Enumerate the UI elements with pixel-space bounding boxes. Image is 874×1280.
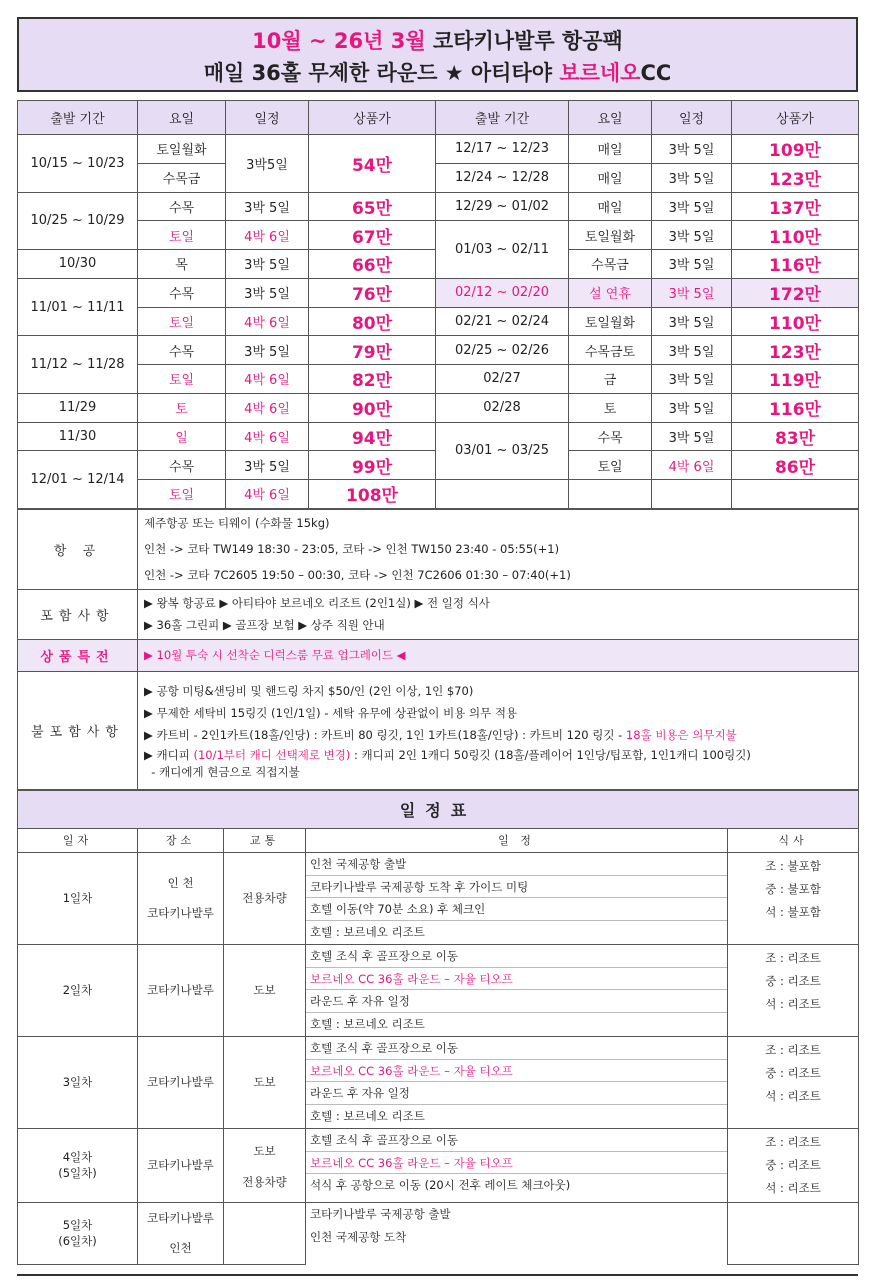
sched-cell: 3박 5일 — [652, 365, 732, 394]
itinerary-item: 라운드 후 자유 일정 — [306, 990, 727, 1013]
col-header: 일 정 — [306, 828, 728, 852]
price-cell: 108만 — [309, 480, 436, 509]
excluded-text: ▶ 캐디피 — [144, 748, 194, 763]
itinerary-cell — [306, 944, 728, 1036]
day-cell: 토 — [138, 393, 226, 422]
table-row — [18, 336, 859, 365]
day-cell: 금 — [569, 365, 652, 394]
title-product: 코타키나발루 항공팩 — [425, 29, 623, 53]
sched-cell: 3박 5일 — [652, 422, 732, 451]
day-cell: 수목 — [138, 192, 226, 221]
title-banner — [17, 17, 858, 92]
day-cell: 토일 — [138, 480, 226, 509]
period-cell: 11/01 ~ 11/11 — [18, 278, 138, 336]
place: 코타키나발루 — [147, 906, 214, 921]
meal: 석 : 불포함 — [765, 904, 821, 919]
table-row — [18, 163, 859, 192]
period-cell: 11/30 — [18, 422, 138, 451]
excluded-row — [18, 671, 859, 789]
title-sub: 매일 36홀 무제한 라운드 ★ 아티타야 — [203, 61, 560, 85]
day-cell: 수목금 — [138, 163, 226, 192]
meal: 중 : 리조트 — [765, 1157, 821, 1172]
excluded-line — [144, 724, 858, 746]
day-cell: 수목 — [138, 336, 226, 365]
price-cell: 79만 — [309, 336, 436, 365]
air-line: 인천 -> 코타 TW149 18:30 - 23:05, 코타 -> 인천 TW150 23:40 - 05:55(+1) — [144, 542, 560, 557]
day-alt: (6일차) — [58, 1234, 97, 1249]
period-cell: 03/01 ~ 03/25 — [436, 422, 569, 480]
itinerary-item: 호텔 조식 후 골프장으로 이동 — [306, 945, 727, 968]
itinerary-item: 코타키나발루 국제공항 출발 — [310, 1206, 451, 1221]
price-cell: 86만 — [732, 451, 859, 480]
itinerary-cell — [306, 1128, 728, 1202]
day-cell: 매일 — [569, 192, 652, 221]
excluded-highlight: (10/1부터 캐디 선택제로 변경) — [193, 748, 351, 763]
sched-cell: 3박 5일 — [652, 393, 732, 422]
bottom-divider — [17, 1274, 858, 1276]
excluded-text: ▶ 카트비 - 2인1카트(18홀/인당) : 카트비 80 링깃, 1인 1카트(18홀/인당) : 카트비 120 링깃 - — [144, 728, 626, 743]
col-header: 상품가 — [732, 101, 859, 135]
price-cell: 123만 — [732, 336, 859, 365]
transport-cell: 도보 — [224, 1036, 306, 1128]
sched-cell: 4박 6일 — [652, 451, 732, 480]
transport-cell — [224, 1202, 306, 1264]
title-cc: CC — [640, 61, 672, 85]
empty-cell — [732, 480, 859, 509]
day-cell: 수목 — [569, 422, 652, 451]
day-label: 3일차 — [18, 1036, 138, 1128]
title-brand: 보르네오 — [559, 61, 641, 85]
day-number: 5일차 — [62, 1218, 93, 1233]
day-cell: 일 — [138, 422, 226, 451]
included-content — [138, 589, 859, 639]
price-cell: 110만 — [732, 307, 859, 336]
price-cell: 116만 — [732, 393, 859, 422]
col-header: 일정 — [652, 101, 732, 135]
itinerary-item: 보르네오 CC 36홀 라운드 – 자율 티오프 — [306, 1152, 727, 1175]
period-cell: 11/12 ~ 11/28 — [18, 336, 138, 394]
period-cell: 10/25 ~ 10/29 — [18, 192, 138, 250]
page — [17, 17, 858, 1265]
col-header: 상품가 — [309, 101, 436, 135]
day-cell: 토일월화 — [138, 135, 226, 164]
place-cell: 코타키나발루 — [138, 944, 224, 1036]
excluded-highlight: 18홀 비용은 의무지불 — [625, 728, 737, 743]
sched-cell: 3박 5일 — [226, 336, 309, 365]
period-cell: 02/27 — [436, 365, 569, 394]
excluded-line — [144, 746, 858, 764]
price-header-row — [18, 101, 859, 135]
day-cell: 토일 — [138, 307, 226, 336]
transport: 전용차량 — [242, 1175, 287, 1190]
empty-cell — [569, 480, 652, 509]
price-cell: 123만 — [732, 163, 859, 192]
price-cell: 82만 — [309, 365, 436, 394]
period-cell: 02/25 ~ 02/26 — [436, 336, 569, 365]
period-cell: 10/30 — [18, 250, 138, 279]
air-label: 항 공 — [18, 509, 138, 589]
day-cell: 토 — [569, 393, 652, 422]
itinerary-item: 인천 국제공항 도착 — [310, 1229, 407, 1244]
schedule-row — [18, 944, 859, 1036]
price-cell: 99만 — [309, 451, 436, 480]
included-row — [18, 589, 859, 639]
sched-cell: 3박 5일 — [652, 163, 732, 192]
price-cell: 116만 — [732, 250, 859, 279]
table-row — [18, 480, 859, 509]
price-cell: 109만 — [732, 135, 859, 164]
sched-cell: 3박 5일 — [652, 135, 732, 164]
included-line: ▶ 왕복 항공료 ▶ 아티타야 보르네오 리조트 (2인1실) ▶ 전 일정 식사 — [144, 596, 490, 611]
air-line: 인천 -> 코타 7C2605 19:50 – 00:30, 코타 -> 인천 7C2606 01:30 – 07:40(+1) — [144, 568, 571, 583]
day-label — [18, 1128, 138, 1202]
included-label: 포함사항 — [18, 589, 138, 639]
day-cell: 수목금토 — [569, 336, 652, 365]
table-row — [18, 278, 859, 307]
itinerary-item: 보르네오 CC 36홀 라운드 – 자율 티오프 — [306, 1060, 727, 1083]
table-row — [18, 221, 859, 250]
special-content: ▶ 10월 투숙 시 선착순 디럭스룸 무료 업그레이드 ◀ — [138, 639, 859, 671]
sched-cell: 4박 6일 — [226, 422, 309, 451]
meal-cell — [728, 944, 859, 1036]
place: 코타키나발루 — [147, 1211, 214, 1226]
itinerary-item: 호텔 조식 후 골프장으로 이동 — [306, 1129, 727, 1152]
sched-cell: 3박 5일 — [226, 192, 309, 221]
table-row — [18, 393, 859, 422]
itinerary-item: 석식 후 공항으로 이동 (20시 전후 레이트 체크아웃) — [310, 1178, 571, 1193]
transport-cell: 도보 — [224, 944, 306, 1036]
price-cell: 54만 — [309, 135, 436, 193]
sched-cell: 3박 5일 — [652, 192, 732, 221]
period-cell: 02/12 ~ 02/20 — [436, 278, 569, 307]
day-cell: 토일월화 — [569, 221, 652, 250]
place-cell: 코타키나발루 — [138, 1128, 224, 1202]
excluded-content — [138, 671, 859, 789]
itinerary-item: 호텔 : 보르네오 리조트 — [310, 1109, 425, 1123]
col-header: 식사 — [728, 828, 859, 852]
price-cell: 66만 — [309, 250, 436, 279]
meal: 중 : 리조트 — [765, 1065, 821, 1080]
schedule-row — [18, 1036, 859, 1128]
price-cell: 65만 — [309, 192, 436, 221]
sched-cell: 4박 6일 — [226, 365, 309, 394]
price-table — [17, 100, 859, 509]
meal: 석 : 리조트 — [765, 996, 821, 1011]
excluded-text: : 캐디피 2인 1캐디 50링깃 (18홀/플레이어 1인당/팁포함, 1인1캐디 100링깃) — [350, 748, 751, 763]
sched-cell: 4박 6일 — [226, 221, 309, 250]
meal-cell — [728, 852, 859, 944]
day-label: 1일차 — [18, 852, 138, 944]
day-cell: 목 — [138, 250, 226, 279]
col-header: 출발 기간 — [436, 101, 569, 135]
period-cell: 12/24 ~ 12/28 — [436, 163, 569, 192]
meal-cell — [728, 1036, 859, 1128]
meal: 조 : 리조트 — [765, 950, 821, 965]
excluded-line: ▶ 공항 미팅&샌딩비 및 핸드링 차지 $50/인 (2인 이상, 1인 $70) — [144, 684, 474, 699]
period-cell: 10/15 ~ 10/23 — [18, 135, 138, 193]
itinerary-item: 호텔 이동(약 70분 소요) 후 체크인 — [306, 898, 727, 921]
sched-cell: 3박 5일 — [652, 307, 732, 336]
col-header: 일정 — [226, 101, 309, 135]
day-cell: 토일 — [569, 451, 652, 480]
price-cell: 110만 — [732, 221, 859, 250]
itinerary-item: 라운드 후 자유 일정 — [306, 1082, 727, 1105]
itinerary-cell — [306, 1202, 728, 1264]
info-table — [17, 509, 859, 790]
place: 인천 — [169, 1241, 192, 1256]
table-row — [18, 192, 859, 221]
col-header: 교통 — [224, 828, 306, 852]
title-line-2 — [19, 58, 856, 88]
col-header: 일자 — [18, 828, 138, 852]
meal-cell — [728, 1128, 859, 1202]
day-cell: 매일 — [569, 135, 652, 164]
meal: 석 : 리조트 — [765, 1180, 821, 1195]
meal: 조 : 리조트 — [765, 1042, 821, 1057]
price-cell: 80만 — [309, 307, 436, 336]
sched-cell: 4박 6일 — [226, 307, 309, 336]
title-period: 10월 ~ 26년 3월 — [252, 29, 426, 53]
price-cell: 94만 — [309, 422, 436, 451]
schedule-title: 일정표 — [18, 790, 859, 828]
col-header: 장소 — [138, 828, 224, 852]
empty-cell — [652, 480, 732, 509]
transport: 도보 — [253, 1144, 276, 1159]
day-cell: 토일월화 — [569, 307, 652, 336]
itinerary-item: 코타키나발루 국제공항 도착 후 가이드 미팅 — [306, 876, 727, 899]
period-cell: 01/03 ~ 02/11 — [436, 221, 569, 279]
col-header: 요일 — [138, 101, 226, 135]
itinerary-cell — [306, 852, 728, 944]
excluded-line: - 캐디에게 현금으로 직접지불 — [144, 765, 300, 780]
day-cell: 수목 — [138, 451, 226, 480]
sched-cell: 3박5일 — [226, 135, 309, 193]
col-header: 요일 — [569, 101, 652, 135]
schedule-row — [18, 1202, 859, 1264]
itinerary-item: 호텔 조식 후 골프장으로 이동 — [306, 1037, 727, 1060]
place: 인 천 — [167, 876, 194, 891]
sched-cell: 3박 5일 — [226, 250, 309, 279]
price-cell: 172만 — [732, 278, 859, 307]
period-cell: 11/29 — [18, 393, 138, 422]
schedule-table — [17, 790, 859, 1265]
schedule-row — [18, 852, 859, 944]
sched-cell: 3박 5일 — [226, 451, 309, 480]
day-alt: (5일차) — [58, 1166, 97, 1181]
special-row — [18, 639, 859, 671]
sched-cell: 3박 5일 — [226, 278, 309, 307]
excluded-line: ▶ 무제한 세탁비 15링깃 (1인/1일) - 세탁 유무에 상관없이 비용 의무 적용 — [144, 706, 518, 721]
included-line: ▶ 36홀 그린피 ▶ 골프장 보험 ▶ 상주 직원 안내 — [144, 618, 385, 633]
day-cell: 수목 — [138, 278, 226, 307]
title-line-1 — [19, 27, 856, 55]
table-row — [18, 307, 859, 336]
day-cell: 수목금 — [569, 250, 652, 279]
period-cell: 02/28 — [436, 393, 569, 422]
period-cell: 12/01 ~ 12/14 — [18, 451, 138, 509]
transport-cell: 전용차량 — [224, 852, 306, 944]
itinerary-item: 호텔 : 보르네오 리조트 — [310, 925, 425, 939]
itinerary-cell — [306, 1036, 728, 1128]
itinerary-item: 보르네오 CC 36홀 라운드 – 자율 티오프 — [306, 968, 727, 991]
sched-cell: 4박 6일 — [226, 393, 309, 422]
sched-cell: 4박 6일 — [226, 480, 309, 509]
day-number: 4일차 — [62, 1150, 93, 1165]
meal: 석 : 리조트 — [765, 1088, 821, 1103]
table-row — [18, 135, 859, 164]
day-label: 2일차 — [18, 944, 138, 1036]
sched-cell: 3박 5일 — [652, 336, 732, 365]
sched-cell: 3박 5일 — [652, 221, 732, 250]
place-cell — [138, 1202, 224, 1264]
day-cell: 토일 — [138, 365, 226, 394]
itinerary-item: 호텔 : 보르네오 리조트 — [310, 1017, 425, 1031]
col-header: 출발 기간 — [18, 101, 138, 135]
sched-cell: 3박 5일 — [652, 250, 732, 279]
meal: 조 : 리조트 — [765, 1134, 821, 1149]
day-label — [18, 1202, 138, 1264]
schedule-row — [18, 1128, 859, 1202]
place-cell: 코타키나발루 — [138, 1036, 224, 1128]
place-cell — [138, 852, 224, 944]
period-cell: 12/29 ~ 01/02 — [436, 192, 569, 221]
day-cell: 설 연휴 — [569, 278, 652, 307]
meal: 중 : 리조트 — [765, 973, 821, 988]
day-cell: 토일 — [138, 221, 226, 250]
table-row — [18, 422, 859, 451]
special-label: 상품특전 — [18, 639, 138, 671]
meal-cell — [728, 1202, 859, 1264]
price-cell: 137만 — [732, 192, 859, 221]
meal: 조 : 불포함 — [765, 858, 821, 873]
price-cell: 76만 — [309, 278, 436, 307]
excluded-label: 불포함사항 — [18, 671, 138, 789]
empty-cell — [436, 480, 569, 509]
price-cell: 119만 — [732, 365, 859, 394]
air-content — [138, 509, 859, 589]
schedule-header-row — [18, 828, 859, 852]
sched-cell: 3박 5일 — [652, 278, 732, 307]
air-row — [18, 509, 859, 589]
price-cell: 83만 — [732, 422, 859, 451]
day-cell: 매일 — [569, 163, 652, 192]
table-row — [18, 365, 859, 394]
price-cell: 67만 — [309, 221, 436, 250]
price-cell: 90만 — [309, 393, 436, 422]
period-cell: 02/21 ~ 02/24 — [436, 307, 569, 336]
period-cell: 12/17 ~ 12/23 — [436, 135, 569, 164]
itinerary-item: 인천 국제공항 출발 — [306, 853, 727, 876]
transport-cell — [224, 1128, 306, 1202]
air-line: 제주항공 또는 티웨이 (수화물 15kg) — [144, 516, 330, 531]
meal: 중 : 불포함 — [765, 881, 821, 896]
